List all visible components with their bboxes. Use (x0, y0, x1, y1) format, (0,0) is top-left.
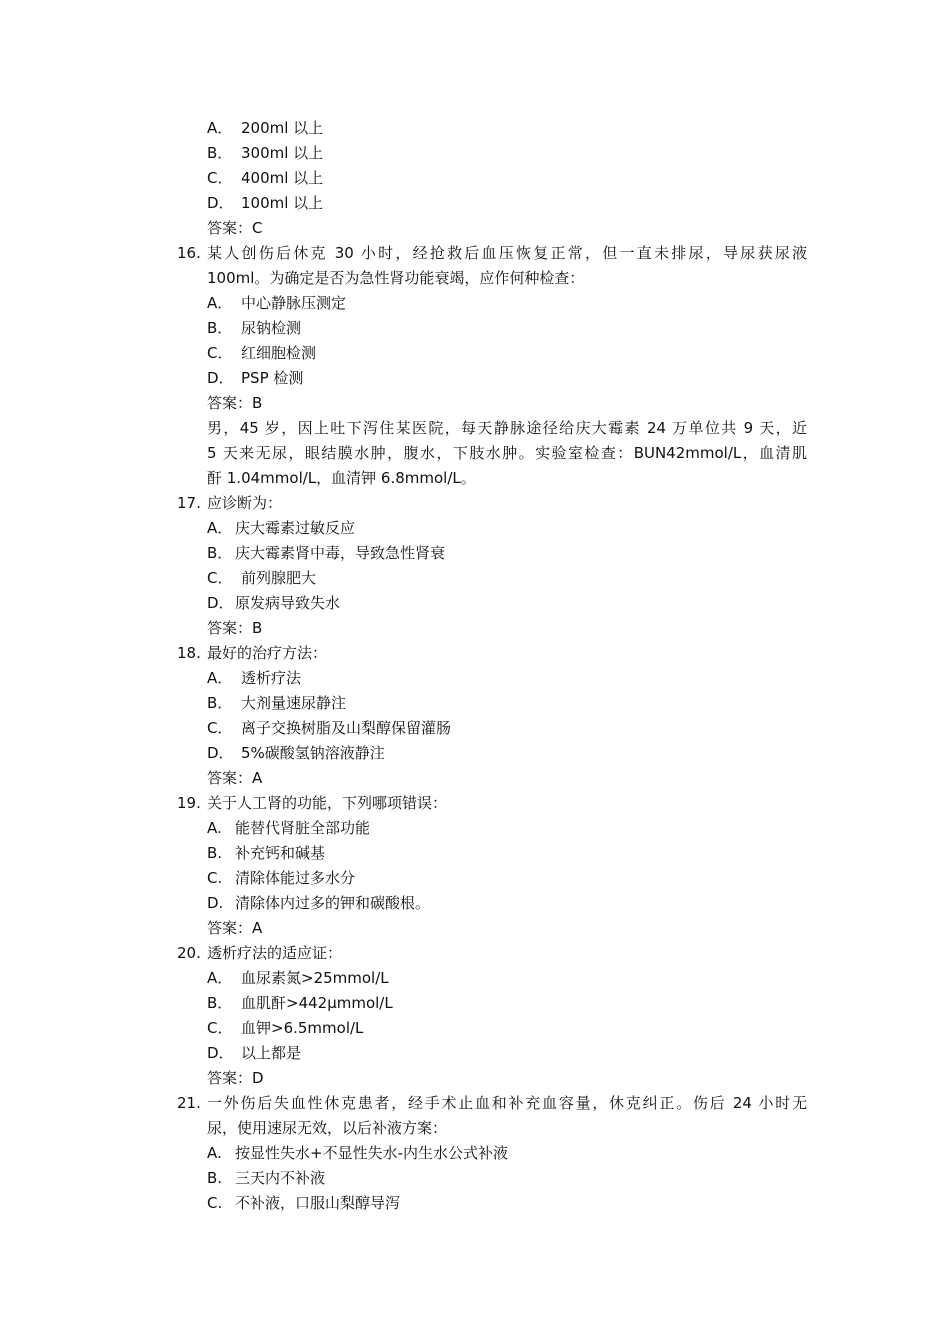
question-text-line: 应诊断为： (207, 494, 283, 512)
option-text: 庆大霉素肾中毒，导致急性肾衰 (235, 544, 446, 562)
option-row (207, 741, 385, 766)
question-text-line: 一外伤后失血性休克患者，经手术止血和补充血容量，休克纠正。伤后 24 小时无 (207, 1094, 807, 1112)
option-label: D． (207, 594, 234, 612)
option-text: 5%碳酸氢钠溶液静注 (241, 744, 385, 762)
option-label: A． (207, 969, 233, 987)
option-row (207, 541, 445, 566)
option-label: B． (207, 994, 233, 1012)
case-text-line: 男，45 岁，因上吐下泻住某医院，每天静脉途径给庆大霉素 24 万单位共 9 天，近 (207, 419, 807, 437)
option-row (207, 666, 301, 691)
option-text: 血尿素氮>25mmol/L (241, 969, 389, 987)
option-label: B． (207, 319, 233, 337)
option-text: 大剂量速尿静注 (241, 694, 347, 712)
option-label: B. (207, 844, 223, 862)
question-text-line: 100ml。为确定是否为急性肾功能衰竭，应作何种检查： (207, 269, 585, 287)
option-row (207, 591, 340, 616)
option-label: D． (207, 1044, 234, 1062)
option-text: 能替代肾脏全部功能 (235, 819, 371, 837)
option-row (207, 691, 346, 716)
option-label: B． (207, 544, 233, 562)
option-label: C． (207, 1019, 233, 1037)
option-row (207, 891, 430, 916)
option-row (207, 841, 325, 866)
option-label: C. (207, 869, 223, 887)
question-text-line: 关于人工肾的功能，下列哪项错误： (207, 794, 448, 812)
option-row (207, 191, 323, 216)
question-number: 16. (177, 244, 201, 262)
question-text-line: 透析疗法的适应证： (207, 944, 343, 962)
option-row (207, 966, 389, 991)
option-text: 100ml 以上 (241, 194, 324, 212)
option-label: B． (207, 694, 233, 712)
case-text-line: 5 天来无尿，眼结膜水肿，腹水，下肢水肿。实验室检查：BUN42mmol/L，血清肌 (207, 444, 807, 462)
option-row (207, 116, 323, 141)
option-row (207, 1166, 325, 1191)
question-text-line: 尿，使用速尿无效，以后补液方案： (207, 1119, 448, 1137)
question-number: 20. (177, 944, 201, 962)
question-number: 19. (177, 794, 201, 812)
option-label: D. (207, 894, 224, 912)
option-text: 红细胞检测 (241, 344, 317, 362)
option-row (207, 1191, 400, 1216)
option-label: D． (207, 744, 234, 762)
option-text: 中心静脉压测定 (241, 294, 347, 312)
option-label: B． (207, 144, 233, 162)
answer-line: 答案：C (207, 219, 263, 237)
question-number: 17. (177, 494, 201, 512)
option-text: 血肌酐>442μmmol/L (241, 994, 393, 1012)
option-row (207, 816, 370, 841)
option-row (207, 1141, 508, 1166)
question-text-line: 某人创伤后休克 30 小时，经抢救后血压恢复正常，但一直未排尿，导尿获尿液 (207, 244, 807, 262)
option-text: 透析疗法 (241, 669, 302, 687)
question-number: 18. (177, 644, 201, 662)
option-text: 补充钙和碱基 (235, 844, 326, 862)
option-row (207, 316, 301, 341)
answer-line: 答案：B (207, 394, 263, 412)
option-label: C． (207, 719, 233, 737)
option-row (207, 866, 355, 891)
case-text-line: 酐 1.04mmol/L，血清钾 6.8mmol/L。 (207, 469, 476, 487)
option-label: A． (207, 669, 233, 687)
option-row (207, 166, 323, 191)
option-text: 原发病导致失水 (235, 594, 341, 612)
option-label: C． (207, 344, 233, 362)
answer-line: 答案：A (207, 919, 263, 937)
option-text: 200ml 以上 (241, 119, 324, 137)
option-row (207, 341, 316, 366)
option-text: 300ml 以上 (241, 144, 324, 162)
option-text: 血钾>6.5mmol/L (241, 1019, 364, 1037)
option-text: PSP 检测 (241, 369, 304, 387)
option-row (207, 1016, 363, 1041)
option-label: B. (207, 1169, 223, 1187)
option-label: D． (207, 194, 234, 212)
option-text: 以上都是 (241, 1044, 302, 1062)
option-label: A. (207, 1144, 222, 1162)
option-label: A. (207, 819, 222, 837)
option-text: 离子交换树脂及山梨醇保留灌肠 (241, 719, 452, 737)
option-row (207, 516, 355, 541)
option-label: C． (207, 569, 233, 587)
option-text: 三天内不补液 (235, 1169, 326, 1187)
option-label: C. (207, 1194, 223, 1212)
answer-line: 答案：A (207, 769, 263, 787)
question-text-line: 最好的治疗方法： (207, 644, 328, 662)
option-text: 清除体内过多的钾和碳酸根。 (235, 894, 431, 912)
option-text: 前列腺肥大 (241, 569, 317, 587)
option-text: 尿钠检测 (241, 319, 302, 337)
option-row (207, 991, 393, 1016)
option-text: 按显性失水+不显性失水-内生水公式补液 (235, 1144, 508, 1162)
option-text: 不补液，口服山梨醇导泻 (235, 1194, 401, 1212)
option-label: A． (207, 294, 233, 312)
option-text: 庆大霉素过敏反应 (235, 519, 356, 537)
option-row (207, 566, 316, 591)
option-row (207, 291, 346, 316)
option-label: D． (207, 369, 234, 387)
option-text: 清除体能过多水分 (235, 869, 356, 887)
option-row (207, 716, 451, 741)
option-label: A． (207, 119, 233, 137)
answer-line: 答案：B (207, 619, 263, 637)
answer-line: 答案：D (207, 1069, 264, 1087)
option-text: 400ml 以上 (241, 169, 324, 187)
option-row (207, 366, 303, 391)
option-label: C． (207, 169, 233, 187)
option-row (207, 1041, 301, 1066)
option-row (207, 141, 323, 166)
question-number: 21. (177, 1094, 201, 1112)
option-label: A． (207, 519, 233, 537)
